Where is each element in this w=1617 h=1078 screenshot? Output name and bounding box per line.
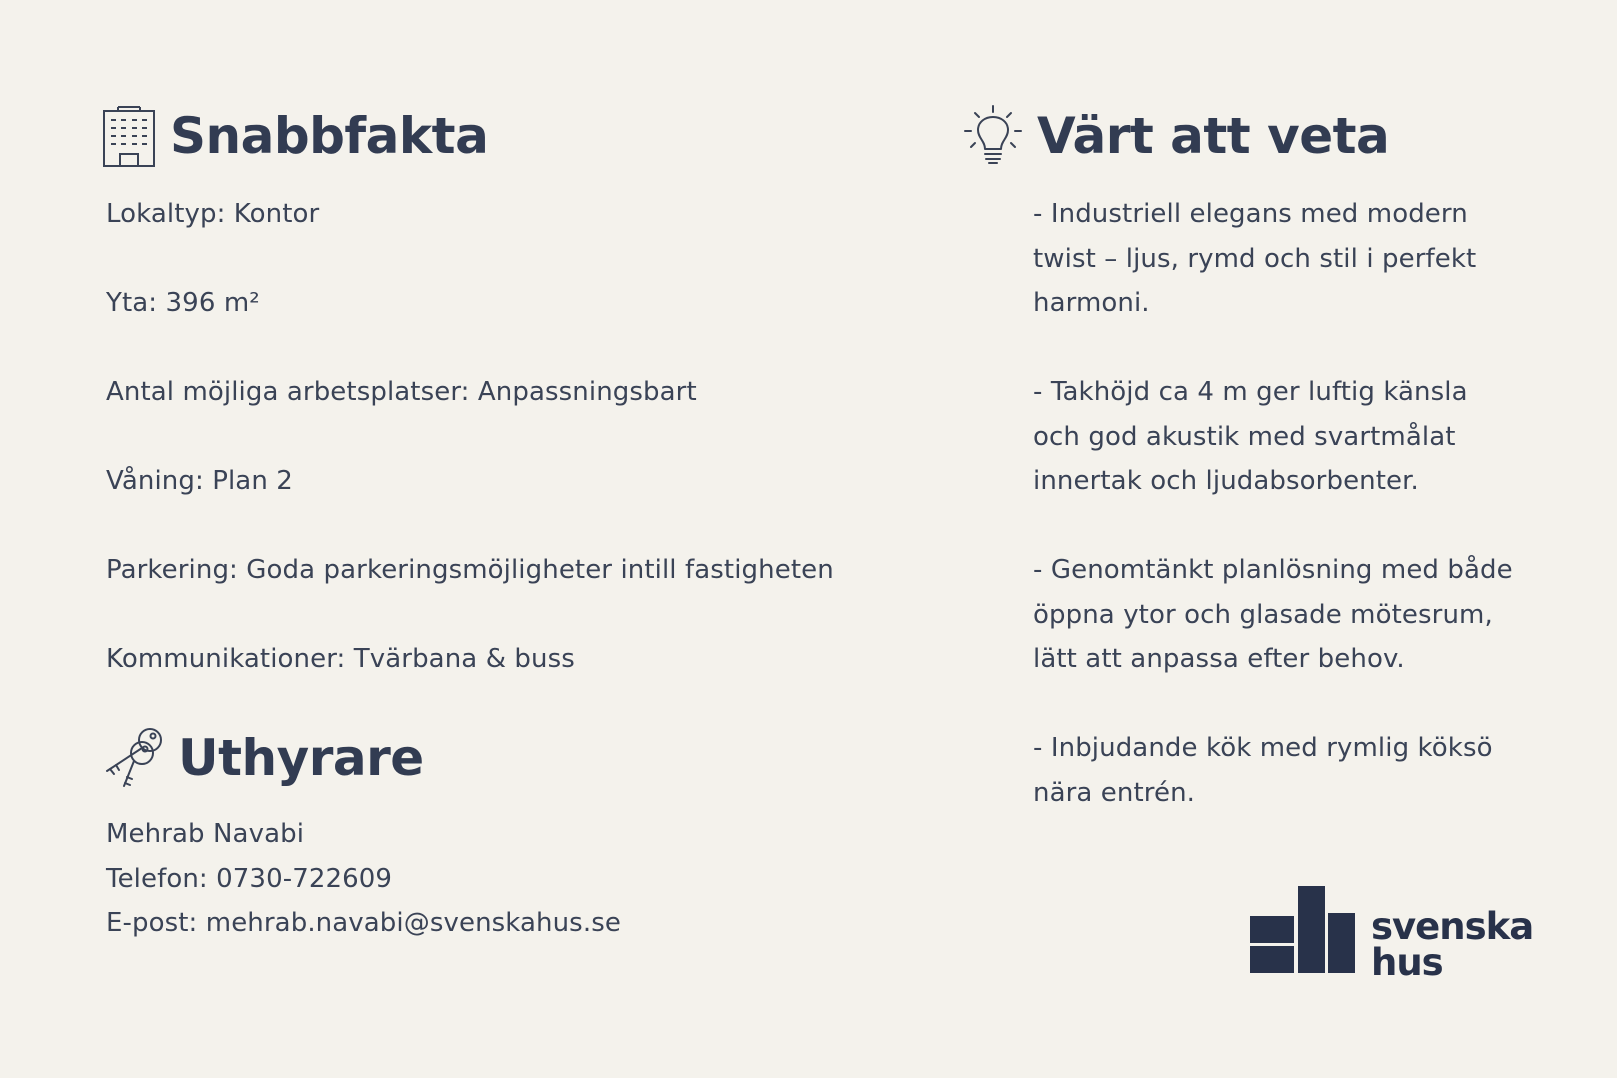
tip-item: - Industriell elegans med modern twist – ljus, rymd och stil i perfekt harmoni. xyxy=(1033,199,1477,318)
tip-item: - Inbjudande kök med rymlig köksö nära entrén. xyxy=(1033,733,1493,808)
fact-vaning: Våning: Plan 2 xyxy=(106,466,293,496)
fact-lokaltyp: Lokaltyp: Kontor xyxy=(106,199,320,229)
vart-att-veta-title: Värt att veta xyxy=(1037,107,1390,165)
tip-item: - Genomtänkt planlösning med både öppna ytor och glasade mötesrum, lätt att anpassa efter behov. xyxy=(1033,555,1513,674)
fact-parkering: Parkering: Goda parkeringsmöjligheter intill fastigheten xyxy=(106,555,834,585)
logo-line2: hus xyxy=(1371,941,1443,984)
keys-icon xyxy=(102,726,164,790)
fact-kommunikationer: Kommunikationer: Tvärbana & buss xyxy=(106,644,575,674)
snabbfakta-list xyxy=(106,192,834,726)
contact-info xyxy=(106,812,621,946)
vart-att-veta-heading xyxy=(963,105,1389,167)
building-icon xyxy=(102,105,156,167)
logo-line1: svenska xyxy=(1371,905,1534,948)
contact-name: Mehrab Navabi xyxy=(106,819,305,849)
snabbfakta-title: Snabbfakta xyxy=(170,107,489,165)
lightbulb-icon xyxy=(963,105,1023,167)
logo-wordmark xyxy=(1371,905,1534,984)
logo-mark-icon xyxy=(1250,886,1355,977)
contact-email[interactable]: E-post: mehrab.navabi@svenskahus.se xyxy=(106,908,621,938)
snabbfakta-heading xyxy=(102,105,488,167)
fact-yta: Yta: 396 m² xyxy=(106,288,260,318)
contact-phone[interactable]: Telefon: 0730-722609 xyxy=(106,863,393,894)
uthyrare-title: Uthyrare xyxy=(178,729,424,787)
uthyrare-heading xyxy=(102,726,424,790)
fact-arbetsplatser: Antal möjliga arbetsplatser: Anpassningsbart xyxy=(106,377,697,407)
svenska-hus-logo xyxy=(1250,886,1534,984)
vart-att-veta-list xyxy=(1033,192,1513,860)
tip-item: - Takhöjd ca 4 m ger luftig känsla och god akustik med svartmålat innertak och ljudabsorbenter. xyxy=(1033,377,1468,496)
